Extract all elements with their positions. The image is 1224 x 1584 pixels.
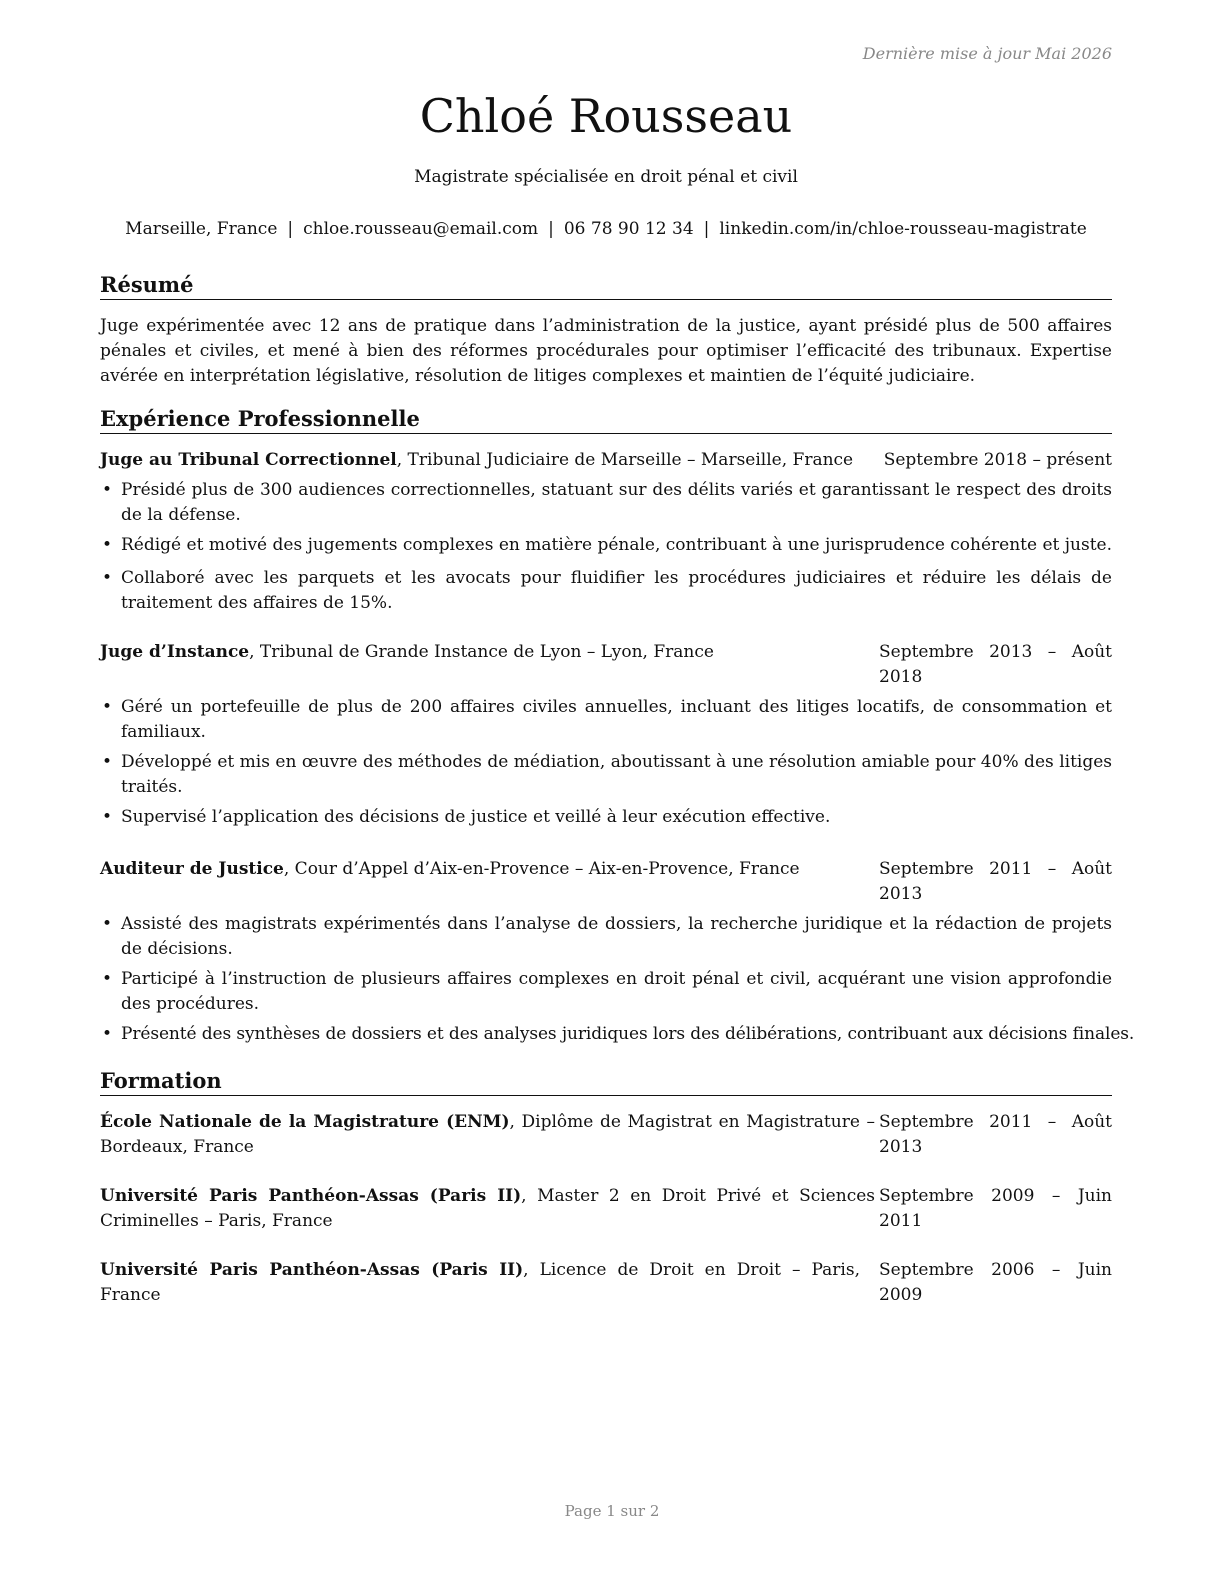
contact-separator: | xyxy=(703,219,710,239)
experience-title-line xyxy=(100,857,860,882)
contact-separator: | xyxy=(287,219,294,239)
contact-line xyxy=(100,219,1112,239)
education-title-line xyxy=(100,1184,875,1234)
education-title-line xyxy=(100,1110,875,1160)
contact-separator: | xyxy=(548,219,554,239)
bullet-item: • Géré un portefeuille de plus de 200 affaires civiles annuelles, incluant des litiges locatifs, de consommation et familiaux. xyxy=(100,695,1112,745)
job-details: , Tribunal Judiciaire de Marseille – Marseille, France xyxy=(396,450,854,470)
experience-title-line xyxy=(100,448,860,473)
job-role: Juge d’Instance xyxy=(100,642,250,662)
contact-location: Marseille, France xyxy=(125,219,278,239)
job-details: , Tribunal de Grande Instance de Lyon – Lyon, France xyxy=(249,642,714,662)
bullet-item: • Supervisé l’application des décisions de justice et veillé à leur exécution effective. xyxy=(100,805,1112,830)
bullet-item: • Développé et mis en œuvre des méthodes de médiation, aboutissant à une résolution amiable pour 40% des litiges traités. xyxy=(100,750,1112,800)
job-role: Juge au Tribunal Correctionnel xyxy=(100,450,397,470)
job-dates: Septembre 2018 – présent xyxy=(883,450,1112,470)
experience-bullets xyxy=(100,695,1112,830)
section-title-summary: Résumé xyxy=(100,272,1112,300)
contact-phone: 06 78 90 12 34 xyxy=(563,219,694,239)
bullet-item: • Participé à l’instruction de plusieurs affaires complexes en droit pénal et civil, acquérant une vision approfondie des procédures. xyxy=(100,967,1112,1017)
education-dates: Septembre 2011 – Août 2013 xyxy=(879,1112,1112,1157)
education-dates: Septembre 2006 – Juin 2009 xyxy=(879,1260,1112,1305)
page-number: Page 1 sur 2 xyxy=(564,1502,660,1520)
school-name: Université Paris Panthéon-Assas (Paris II) xyxy=(100,1260,524,1280)
degree-details: , Master 2 en Droit Privé et Sciences Criminelles – Paris, France xyxy=(100,1186,875,1231)
bullet-item: • Présidé plus de 300 audiences correctionnelles, statuant sur des délits variés et garantissant le respect des droits de la défense. xyxy=(100,478,1112,528)
experience-bullets xyxy=(100,912,1135,1047)
degree-details: , Licence de Droit en Droit – Paris, France xyxy=(100,1260,860,1305)
contact-email[interactable]: chloe.rousseau@email.com xyxy=(303,219,539,239)
last-updated: Dernière mise à jour Mai 2026 xyxy=(862,44,1112,63)
job-role: Auditeur de Justice xyxy=(100,859,284,879)
contact-linkedin[interactable]: linkedin.com/in/chloe-rousseau-magistrate xyxy=(719,219,1087,239)
section-title-experience: Expérience Professionnelle xyxy=(100,406,1112,434)
section-title-education: Formation xyxy=(100,1068,1112,1096)
summary-text: Juge expérimentée avec 12 ans de pratique dans l’administration de la justice, ayant présidé plus de 500 affaires pénales et civiles, et mené à bien des réformes procédurales pour optimiser l’efficacité des tribunaux. Expertise avérée en interprétation législative, résolution de litiges complexes et maintien de l’équité judiciaire. xyxy=(100,316,1112,386)
bullet-item: • Collaboré avec les parquets et les avocats pour fluidifier les procédures judiciaires et réduire les délais de traitement des affaires de 15%. xyxy=(100,566,1112,616)
education-title-line xyxy=(100,1258,860,1308)
job-dates: Septembre 2013 – Août 2018 xyxy=(879,642,1112,687)
experience-bullets xyxy=(100,478,1112,616)
experience-title-line xyxy=(100,640,860,665)
job-dates: Septembre 2011 – Août 2013 xyxy=(879,859,1112,904)
education-dates: Septembre 2009 – Juin 2011 xyxy=(879,1186,1112,1231)
school-name: Université Paris Panthéon-Assas (Paris II) xyxy=(100,1186,522,1206)
degree-details: , Diplôme de Magistrat en Magistrature – Bordeaux, France xyxy=(100,1112,875,1157)
bullet-item: • Rédigé et motivé des jugements complexes en matière pénale, contribuant à une jurisprudence cohérente et juste. xyxy=(100,533,1112,558)
school-name: École Nationale de la Magistrature (ENM) xyxy=(100,1112,510,1132)
tagline: Magistrate spécialisée en droit pénal et civil xyxy=(414,167,798,187)
job-details: , Cour d’Appel d’Aix-en-Provence – Aix-en-Provence, France xyxy=(283,859,800,879)
bullet-item: • Assisté des magistrats expérimentés dans l’analyse de dossiers, la recherche juridique et la rédaction de projets de décisions. xyxy=(100,912,1112,962)
person-name: Chloé Rousseau xyxy=(419,89,793,143)
bullet-item: • Présenté des synthèses de dossiers et des analyses juridiques lors des délibérations, contribuant aux décisions finales. xyxy=(100,1022,1112,1047)
